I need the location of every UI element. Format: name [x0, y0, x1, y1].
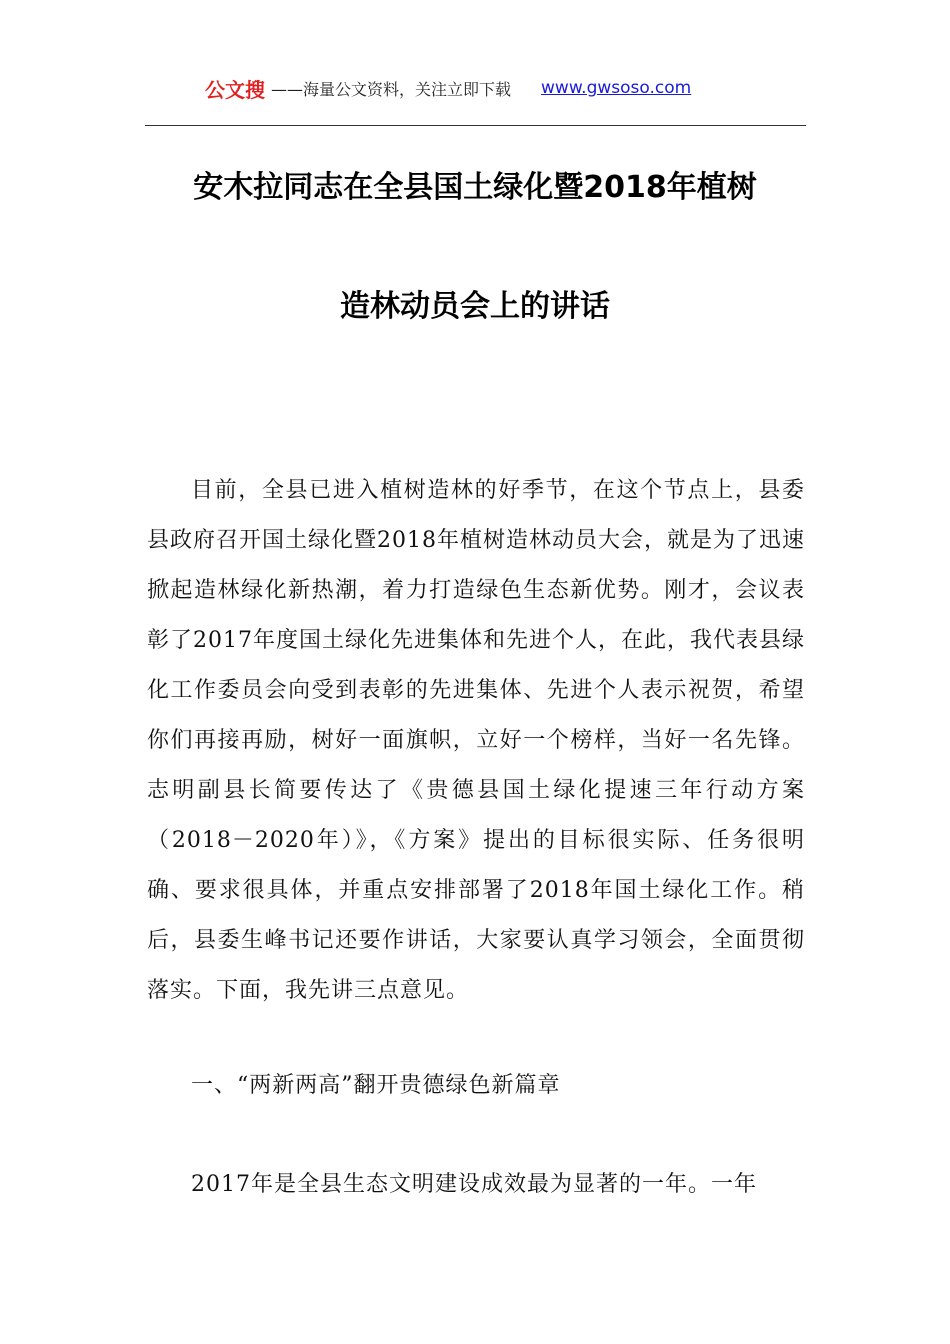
brand-logo-text: 公文搜	[205, 77, 265, 102]
document-title-line-2: 造林动员会上的讲话	[340, 289, 610, 324]
website-link[interactable]: www.gwsoso.com	[541, 78, 692, 98]
body-paragraph-1: 目前，全县已进入植树造林的好季节，在这个节点上，县委县政府召开国土绿化暨2018年植树造林动员大会，就是为了迅速掀起造林绿化新热潮，着力打造绿色生态新优势。刚才，会议表彰了2017年度国土绿化先进集体和先进个人，在此，我代表县绿化工作委员会向受到表彰的先进集体、先进个人表示祝贺，希望你们再接再励，树好一面旗帜，立好一个榜样，当好一名先锋。志明副县长简要传达了《贵德县国土绿化提速三年行动方案（2018－2020年）》，《方案》提出的目标很实际、任务很明确、要求很具体，并重点安排部署了2018年国土绿化工作。稍后，县委生峰书记还要作讲话，大家要认真学习领会，全面贯彻落实。下面，我先讲三点意见。	[147, 478, 805, 1003]
header-divider	[145, 125, 806, 126]
section-heading-1: 一、“两新两高”翻开贵德绿色新篇章	[191, 1073, 561, 1098]
page-header	[145, 70, 805, 106]
body-paragraph-2: 2017年是全县生态文明建设成效最为显著的一年。一年	[191, 1172, 757, 1197]
header-slogan: ——海量公文资料，关注立即下载	[271, 79, 512, 99]
document-title-line-1: 安木拉同志在全县国土绿化暨2018年植树	[193, 170, 757, 205]
